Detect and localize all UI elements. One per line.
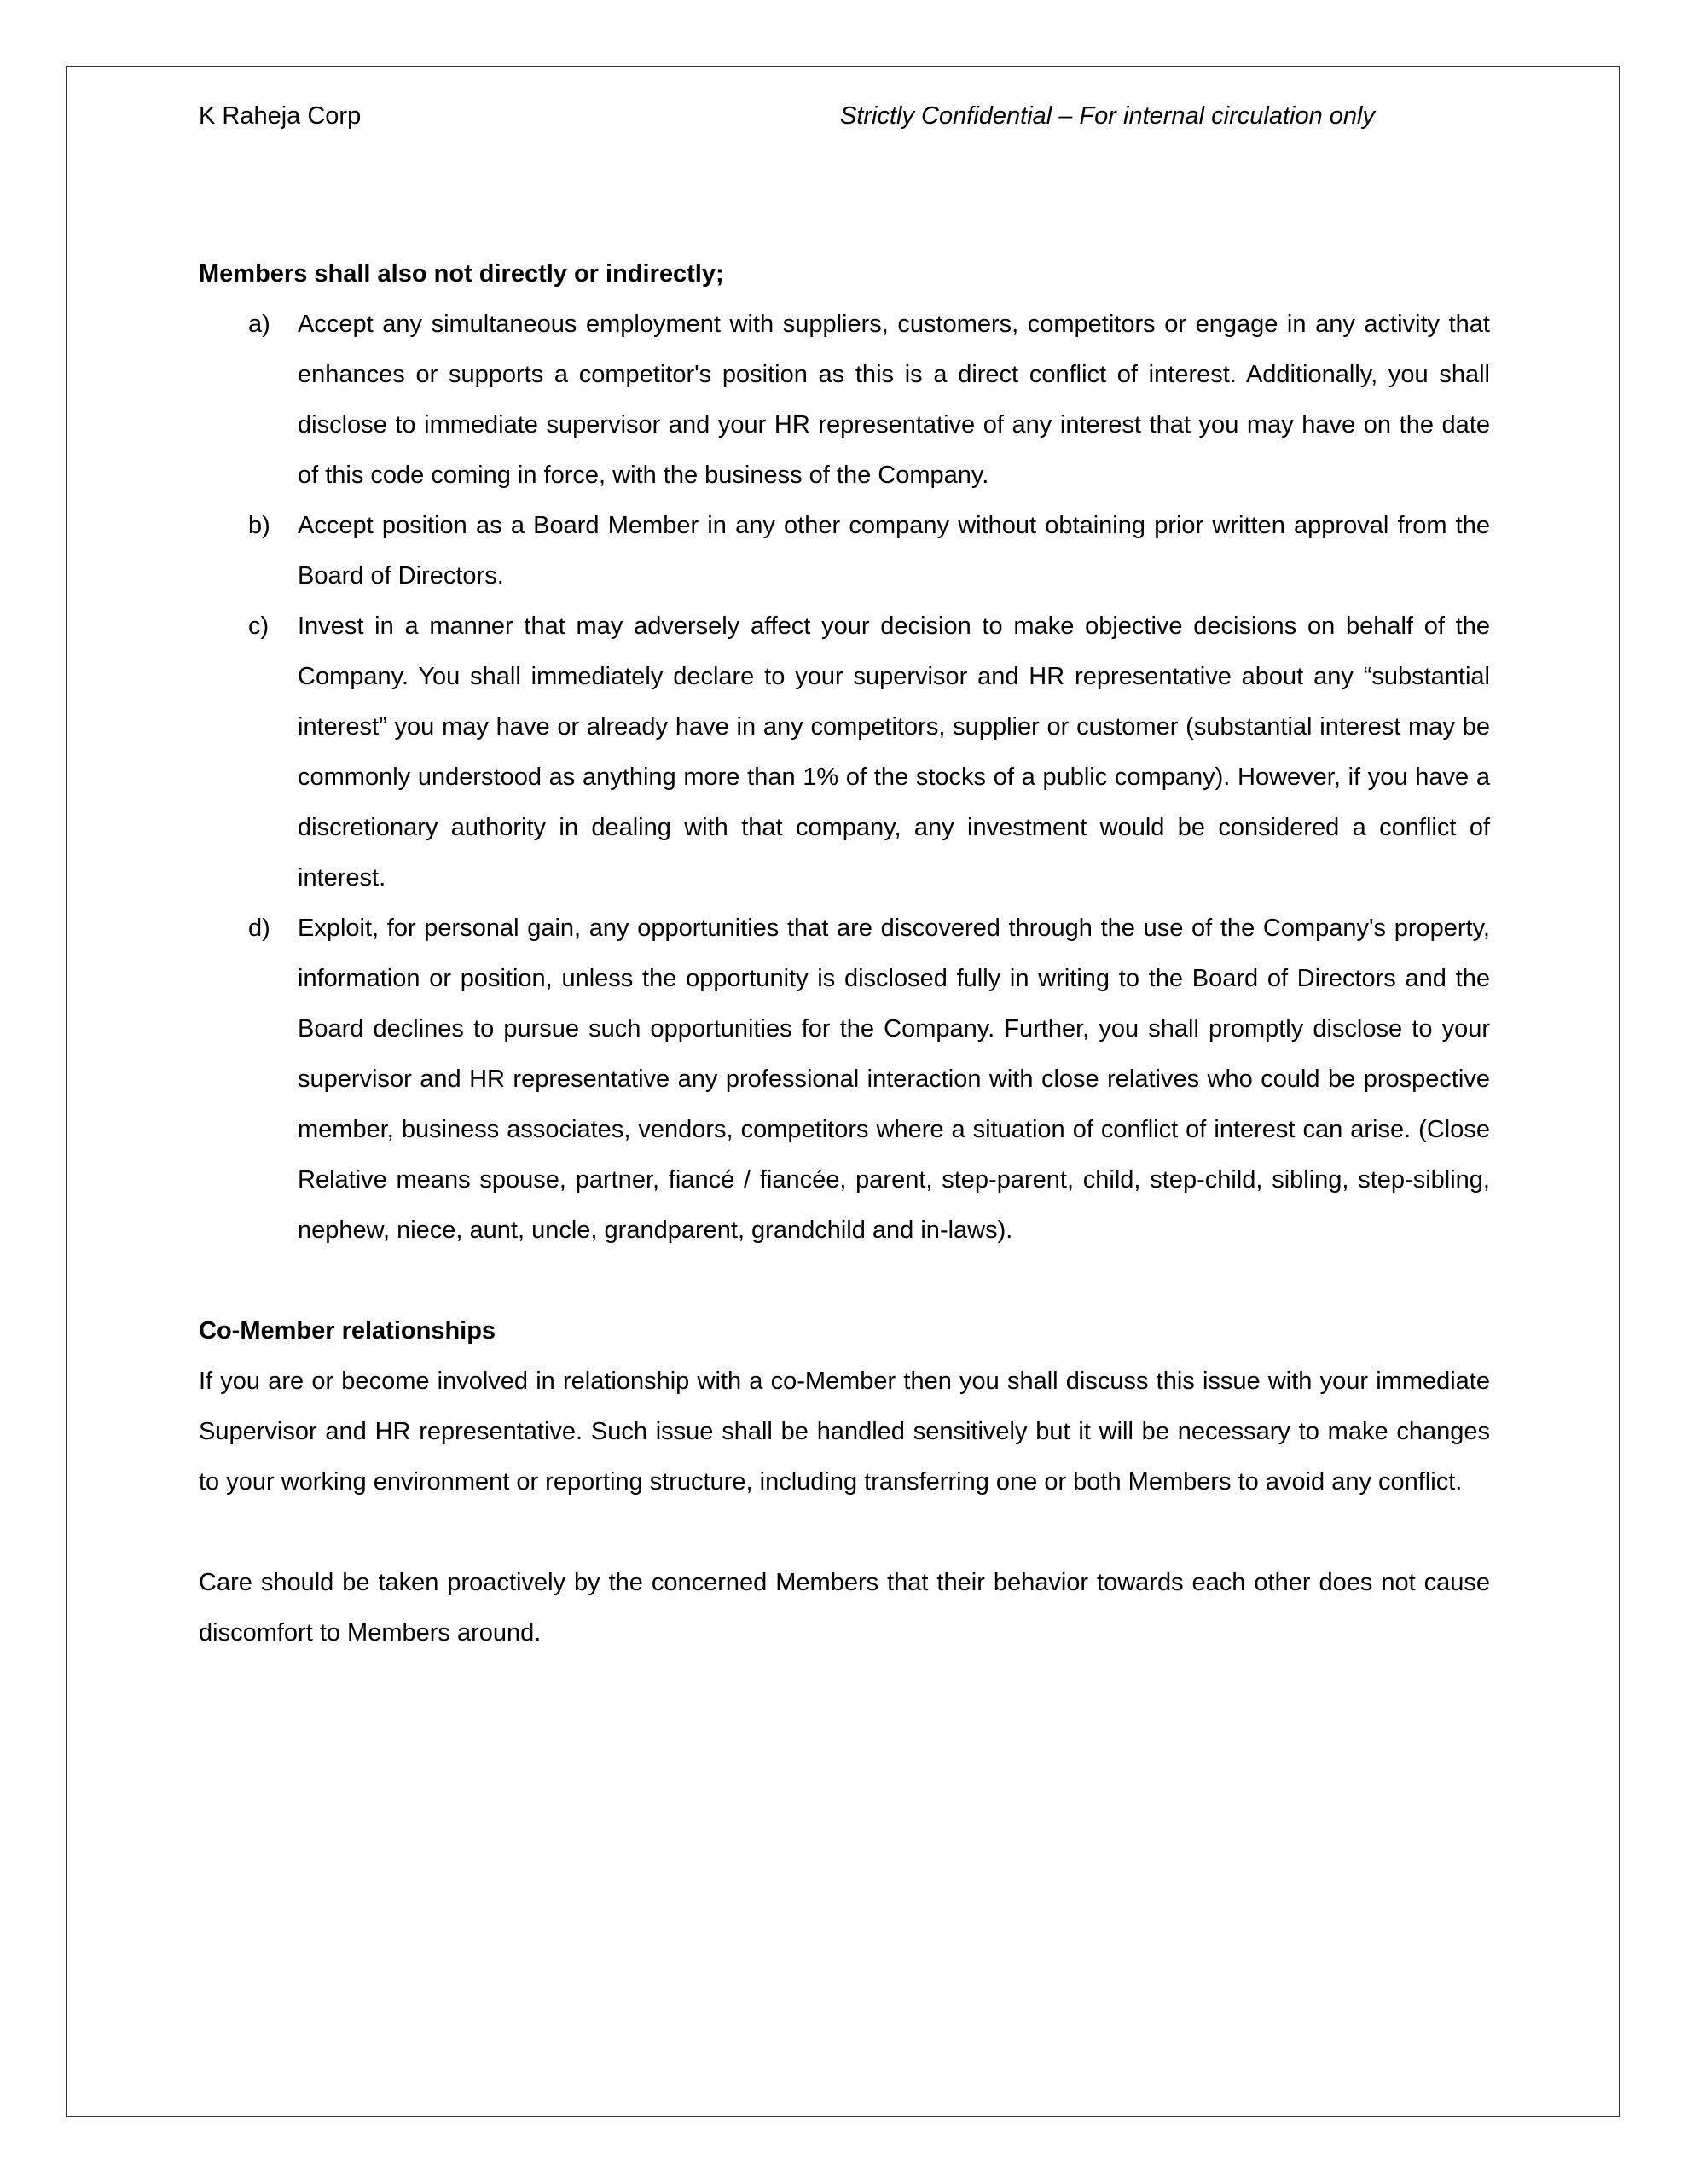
- list-item-text: Invest in a manner that may adversely affect your decision to make objective decisions on behalf of the Company. You shall immediately declare to your supervisor and HR representative about any “substantial interest” you may have or already have in any competitors, supplier or customer (substantial interest may be commonly understood as anything more than 1% of the stocks of a public company). However, if you have a discretionary authority in dealing with that company, any investment would be considered a conflict of interest.: [298, 613, 1490, 892]
- co-member-paragraph: If you are or become involved in relationship with a co-Member then you shall discuss this issue with your immediate Supervisor and HR representative. Such issue shall be handled sensitively but it will be necessary to make changes to your working environment or reporting structure, including transferring one or both Members to avoid any conflict.: [199, 1368, 1490, 1496]
- restrictions-list: [199, 299, 1490, 1256]
- spacer: [199, 1507, 1490, 1558]
- section-heading-co-member-relationships: Co-Member relationships: [199, 1317, 496, 1345]
- list-item: [199, 601, 1490, 903]
- care-paragraph: Care should be taken proactively by the concerned Members that their behavior towards each other does not cause discomfort to Members around.: [199, 1569, 1490, 1647]
- list-item-marker: b): [248, 512, 270, 539]
- list-item-marker: c): [248, 613, 270, 640]
- list-item-marker: d): [248, 915, 270, 942]
- spacer: [199, 1256, 1490, 1306]
- list-item-text: Accept any simultaneous employment with suppliers, customers, competitors or engage in any activity that enhances or supports a competitor's position as this is a direct conflict of interest. Additionally, you shall disclose to immediate supervisor and your HR representative of any interest that you may have on the date of this code coming in force, with the business of the Company.: [298, 311, 1490, 489]
- document-body: [199, 249, 1490, 1658]
- list-item: [199, 903, 1490, 1256]
- list-item-text: Accept position as a Board Member in any other company without obtaining prior written approval from the Board of Directors.: [298, 512, 1490, 590]
- header-confidentiality-notice: Strictly Confidential – For internal circulation only: [840, 102, 1375, 130]
- section-heading-restrictions: Members shall also not directly or indirectly;: [199, 260, 724, 288]
- list-item-text: Exploit, for personal gain, any opportunities that are discovered through the use of the Company's property, information or position, unless the opportunity is disclosed fully in writing to the Board of Directors and the Board declines to pursue such opportunities for the Company. Further, you shall promptly disclose to your supervisor and HR representative any professional interaction with close relatives who could be prospective member, business associates, vendors, competitors where a situation of conflict of interest can arise. (Close Relative means spouse, partner, fiancé / fiancée, parent, step-parent, child, step-child, sibling, step-sibling, nephew, niece, aunt, uncle, grandparent, grandchild and in-laws).: [298, 915, 1490, 1244]
- header-company-name: K Raheja Corp: [199, 102, 362, 130]
- list-item-marker: a): [248, 311, 270, 338]
- list-item: [199, 299, 1490, 501]
- list-item: [199, 501, 1490, 601]
